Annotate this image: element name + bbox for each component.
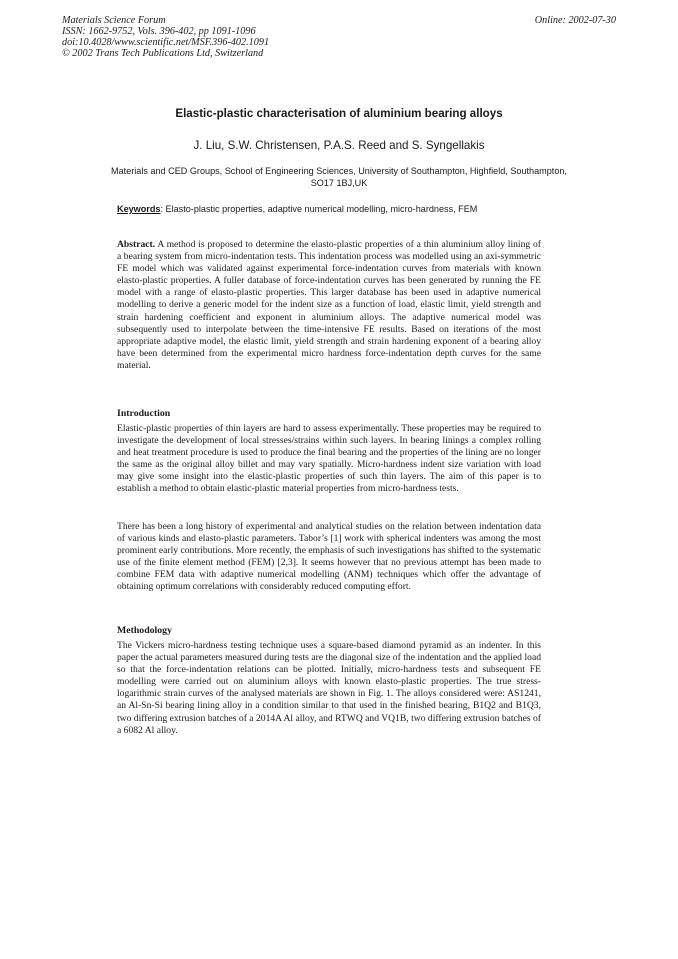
author-list: J. Liu, S.W. Christensen, P.A.S. Reed and S. Syngellakis [193,139,485,152]
affiliation: Materials and CED Groups, School of Engineering Sciences, University of Southampton, Highfield, Southampton, SO17 1BJ,UK [111,166,567,188]
journal-header [62,15,422,59]
copyright-line: © 2002 Trans Tech Publications Ltd, Switzerland [62,48,264,59]
methodology-heading: Methodology [117,625,172,636]
introduction-paragraph-1: Elastic-plastic properties of thin layers are hard to assess experimentally. These properties may be required to investigate the development of local stresses/strains within such layers. In bearing linings a complex rolling and heat treatment procedure is used to produce the final bearing and the properties of the lining are no longer the same as the original alloy billet and may vary spatially. Micro-hardness indent size variation with load may give some insight into the elastic-plastic properties of such thin layers. The aim of this paper is to establish a method to obtain elastic-plastic material properties from micro-hardness tests. [117,423,541,495]
journal-name: Materials Science Forum [62,15,166,26]
abstract [117,239,541,372]
online-date: Online: 2002-07-30 [534,15,616,26]
keywords-line [117,204,577,214]
methodology-paragraph-1: The Vickers micro-hardness testing technique uses a square-based diamond pyramid as an indenter. In this paper the actual parameters measured during tests are the diagonal size of the indentation and the applied load so that the force-indentation relations can be plotted. Initially, micro-hardness tests and subsequent FE modelling were carried out on aluminium alloys with known elasto-plastic properties. The true stress-logarithmic strain curves of the analysed materials are shown in Fig. 1. The alloys considered were: AS1241, an Al-Sn-Si bearing lining alloy in a condition similar to that used in the finished bearing, B1Q2 and B1Q3, two differing extrusion batches of a 2014A Al alloy, and RTWQ and VQ1B, two differing extrusion batches of a 6082 Al alloy. [117,640,541,736]
introduction-heading: Introduction [117,408,171,419]
keywords-text: : Elasto-plastic properties, adaptive numerical modelling, micro-hardness, FEM [160,204,478,214]
issn-line: ISSN: 1662-9752, Vols. 396-402, pp 1091-1096 [62,26,256,37]
abstract-text: A method is proposed to determine the elasto-plastic properties of a thin aluminium alloy lining of a bearing system from micro-indentation tests. This indentation process was modelled using an axi-symmetric FE model which was validated against experimental force-indentation curves from materials with known elasto-plastic properties. A fuller database of force-indentation curves has been generated by running the FE model with a range of elasto-plastic properties. This larger database has been used in adaptive numerical modelling to derive a generic model for the indent size as a function of load, elastic limit, yield strength and strain hardening coefficient and exponent in aluminium alloys. The adaptive numerical model was subsequently used to interpolate between the time-intensive FE results. Based on iterations of the most appropriate adaptive model, the elastic limit, yield strength and strain hardening exponent of a bearing alloy have been determined from the experimental micro hardness force-indentation depth curves for the same material. [117,239,541,371]
doi-line: doi:10.4028/www.scientific.net/MSF.396-402.1091 [62,37,270,48]
introduction-paragraph-2: There has been a long history of experimental and analytical studies on the relation between indentation data of various kinds and elasto-plastic parameters. Tabor’s [1] work with spherical indenters was among the most prominent early contributions. More recently, the emphasis of such investigations has shifted to the systematic use of the finite element method (FEM) [2,3]. It seems however that no previous attempt has been made to combine FEM data with adaptive numerical modelling (ANM) techniques which offer the advantage of obtaining optimum correlations with considerably reduced computing effort. [117,521,541,593]
abstract-label: Abstract. [117,239,156,250]
paper-title: Elastic-plastic characterisation of aluminium bearing alloys [175,107,503,120]
keywords-label: Keywords [117,204,161,214]
